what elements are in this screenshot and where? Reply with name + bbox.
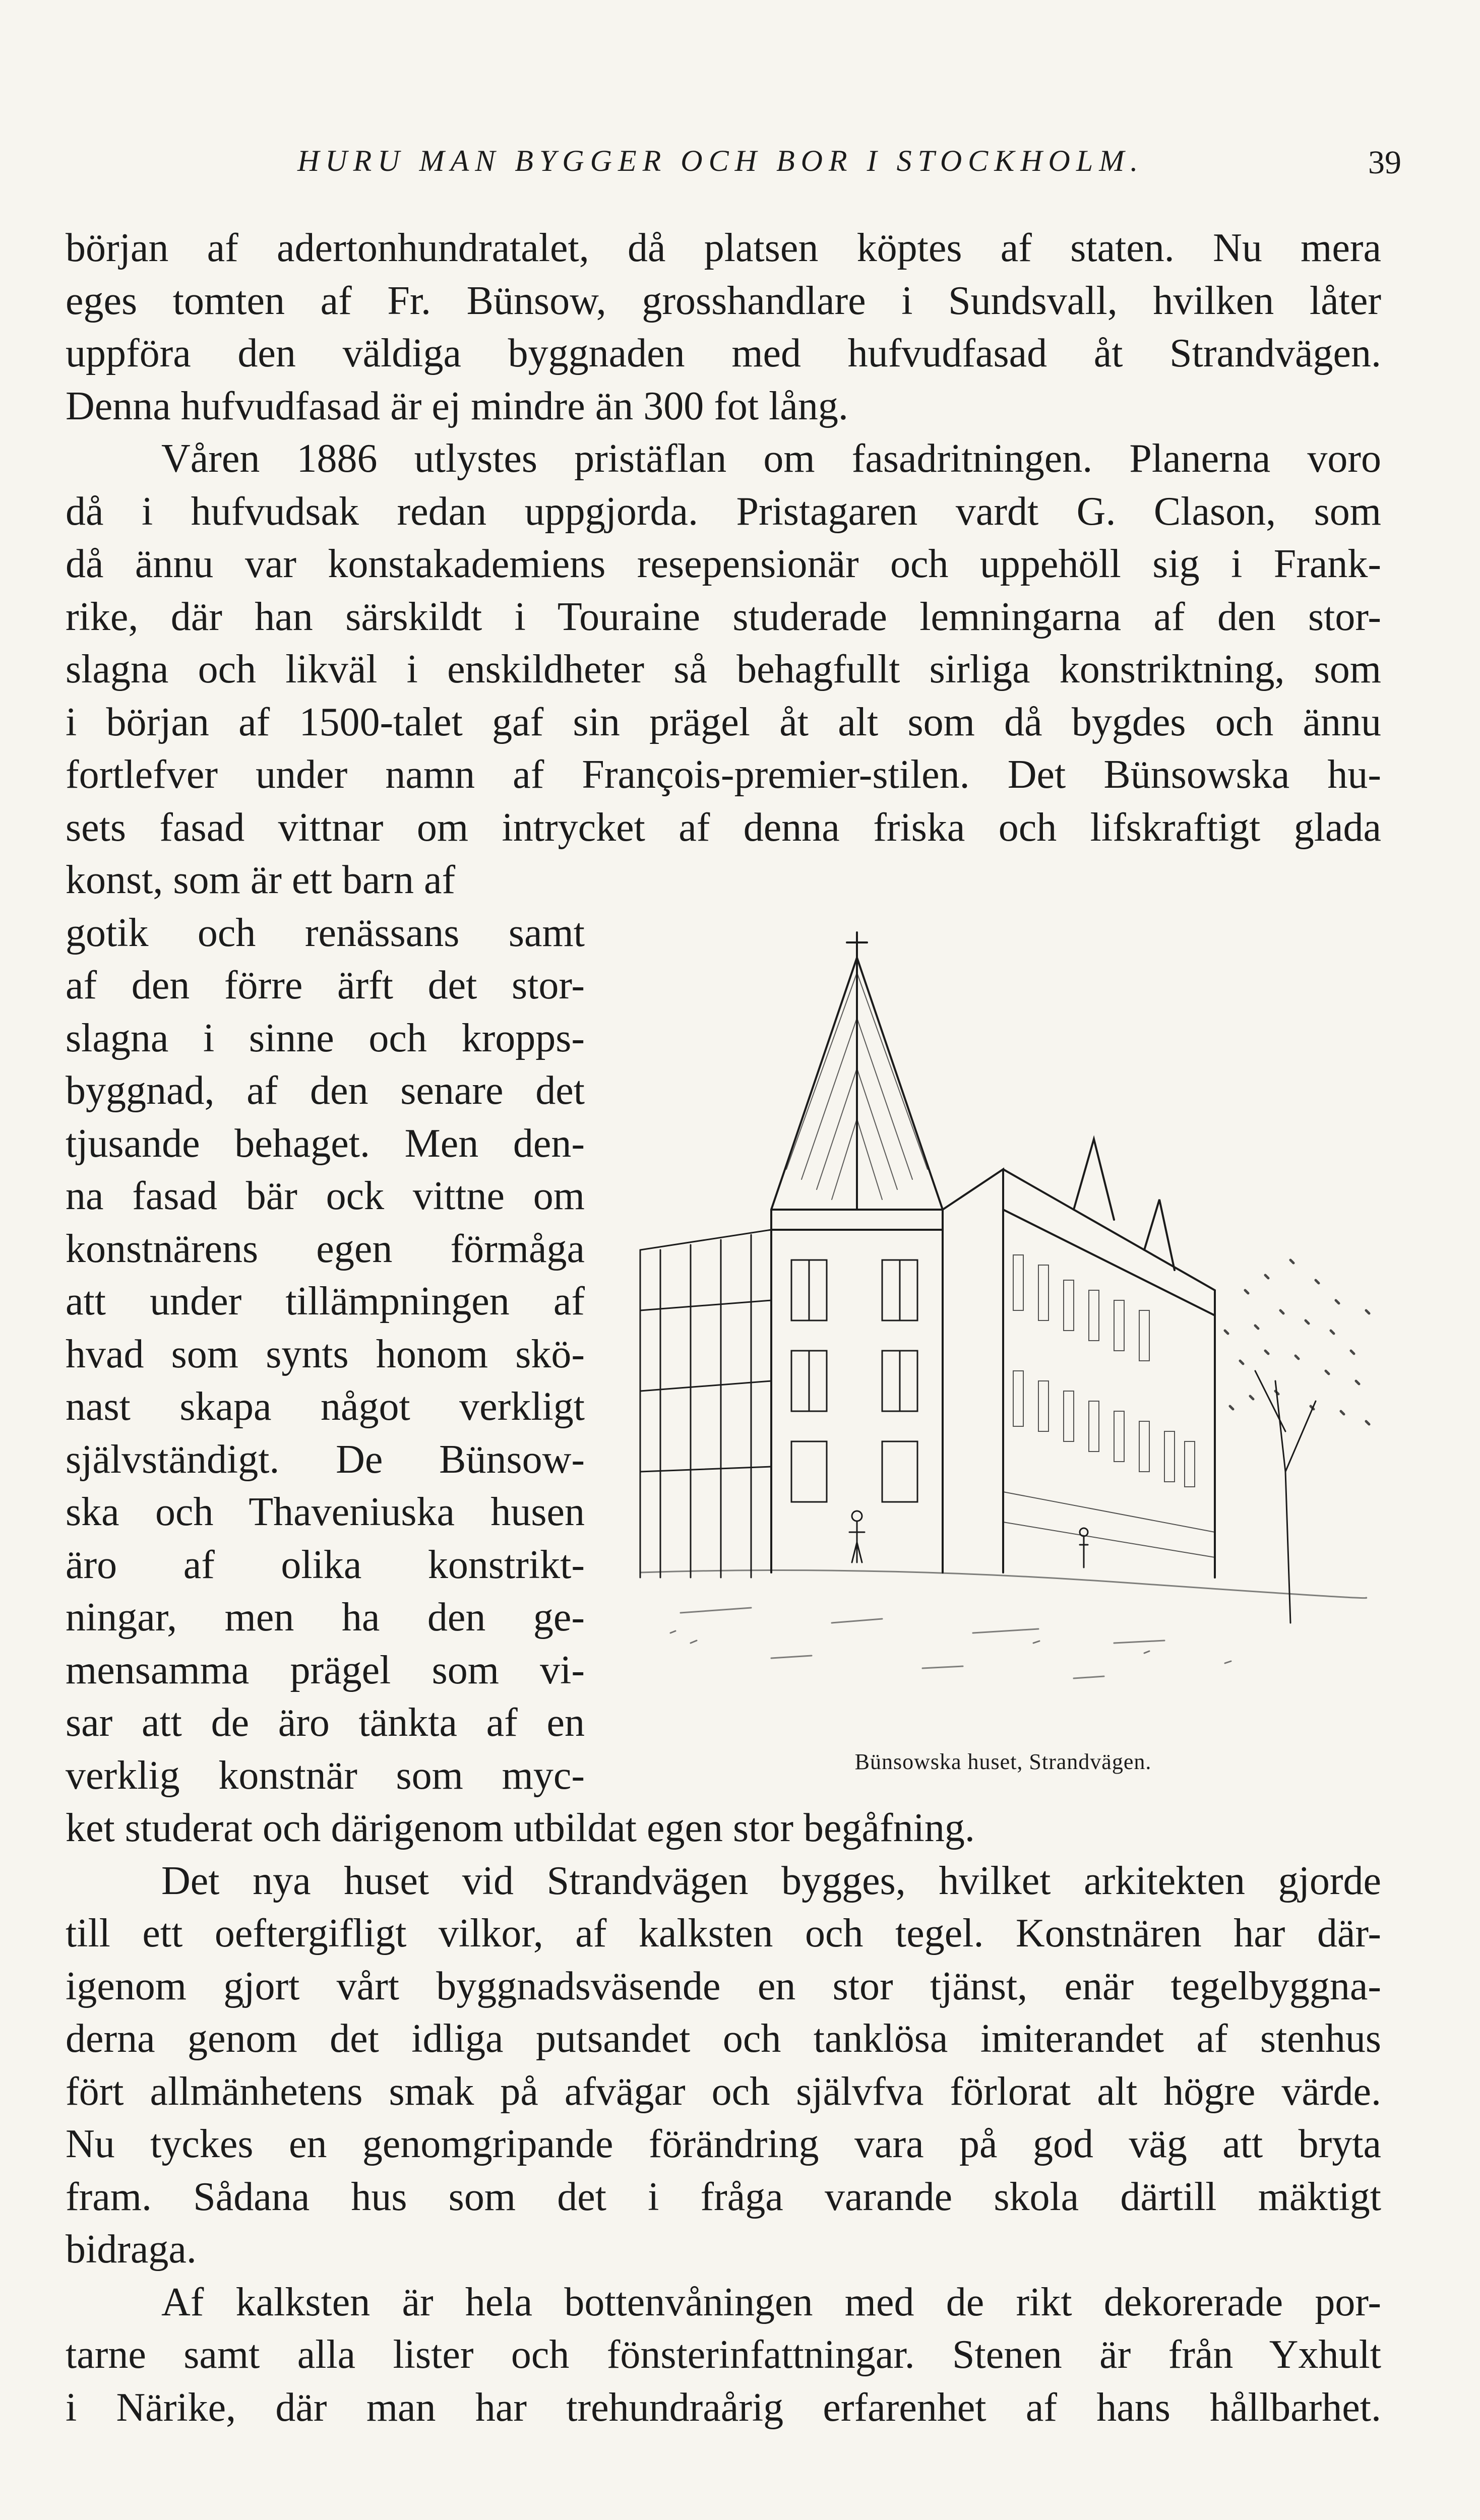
text-line: verklig konstnär som myc- xyxy=(66,1753,585,1798)
text-line: igenom gjort vårt byggnadsväsende en stor tjänst, enär tegelbyggna- xyxy=(66,1964,1381,2008)
text-line: ska och Thaveniuska husen xyxy=(66,1490,585,1534)
text-line: uppföra den väldiga byggnaden med hufvudfasad åt Strandvägen. xyxy=(66,331,1381,375)
text-line: konst, som är ett barn af xyxy=(66,858,456,902)
text-line: rike, där han särskildt i Touraine studerade lemningarna af den stor- xyxy=(66,594,1381,639)
text-line: Våren 1886 utlystes pristäflan om fasadritningen. Planerna voro xyxy=(161,436,1381,481)
text-line: sar att de äro tänkta af en xyxy=(66,1700,585,1745)
text-line: fortlefver under namn af François-premier-stilen. Det Bünsowska hu- xyxy=(66,752,1381,797)
text-line: derna genom det idliga putsandet och tanklösa imiterandet af stenhus xyxy=(66,2017,1381,2061)
text-line: hvad som synts honom skö- xyxy=(66,1332,585,1376)
text-line: nast skapa något verkligt xyxy=(66,1384,585,1429)
text-line: början af adertonhundratalet, då platsen köptes af staten. Nu mera xyxy=(66,226,1381,270)
text-line: byggnad, af den senare det xyxy=(66,1068,585,1113)
text-line: självständigt. De Bünsow- xyxy=(66,1437,585,1482)
text-line: slagna i sinne och kropps- xyxy=(66,1016,585,1060)
page-header xyxy=(66,144,1401,199)
text-line: fört allmänhetens smak på afvägar och självfva förlorat alt högre värde. xyxy=(66,2069,1381,2114)
text-line: na fasad bär ock vittne om xyxy=(66,1174,585,1218)
figure-caption: Bünsowska huset, Strandvägen. xyxy=(854,1749,1152,1774)
text-line: sets fasad vittnar om intrycket af denna friska och lifskraftigt glada xyxy=(66,805,1381,850)
building-engraving xyxy=(620,927,1386,1714)
text-line: tarne samt alla lister och fönsterinfattningar. Stenen är från Yxhult xyxy=(66,2333,1381,2377)
text-line: slagna och likväl i enskildheter så behagfullt sirliga konstriktning, som xyxy=(66,647,1381,691)
text-line: tjusande behaget. Men den- xyxy=(66,1121,585,1166)
text-line: af den förre ärft det stor- xyxy=(66,963,585,1007)
text-line: eges tomten af Fr. Bünsow, grosshandlare i Sundsvall, hvilken låter xyxy=(66,278,1381,323)
text-line: till ett oeftergifligt vilkor, af kalksten och tegel. Konstnären har där- xyxy=(66,1911,1381,1956)
text-line: Nu tyckes en genomgripande förändring vara på god väg att bryta xyxy=(66,2122,1381,2166)
text-line: bidraga. xyxy=(66,2227,197,2272)
text-line: Denna hufvudfasad är ej mindre än 300 fot lång. xyxy=(66,384,848,428)
running-head: HURU MAN BYGGER OCH BOR I STOCKHOLM. xyxy=(297,144,1144,177)
text-line: i Närike, där man har trehundraårig erfarenhet af hans hållbarhet. xyxy=(66,2385,1381,2430)
text-line: då i hufvudsak redan uppgjorda. Pristagaren vardt G. Clason, som xyxy=(66,489,1381,534)
text-line: gotik och renässans samt xyxy=(66,910,585,955)
page-number: 39 xyxy=(1368,144,1401,181)
text-line: att under tillämpningen af xyxy=(66,1279,585,1324)
text-line: ket studerat och därigenom utbildat egen stor begåfning. xyxy=(66,1806,975,1850)
text-line: fram. Sådana hus som det i fråga varande skola därtill mäktigt xyxy=(66,2174,1381,2219)
text-line: Det nya huset vid Strandvägen bygges, hvilket arkitekten gjorde xyxy=(161,1858,1381,1903)
building-illustration xyxy=(620,927,1386,1774)
text-line: konstnärens egen förmåga xyxy=(66,1226,585,1271)
text-line: Af kalksten är hela bottenvåningen med de rikt dekorerade por- xyxy=(161,2280,1381,2324)
text-line: mensamma prägel som vi- xyxy=(66,1648,585,1692)
text-line: äro af olika konstrikt- xyxy=(66,1542,585,1587)
text-line: i början af 1500-talet gaf sin prägel åt alt som då bygdes och ännu xyxy=(66,700,1381,744)
text-line: då ännu var konstakademiens resepensionär och uppehöll sig i Frank- xyxy=(66,542,1381,586)
text-line: ningar, men ha den ge- xyxy=(66,1595,585,1640)
